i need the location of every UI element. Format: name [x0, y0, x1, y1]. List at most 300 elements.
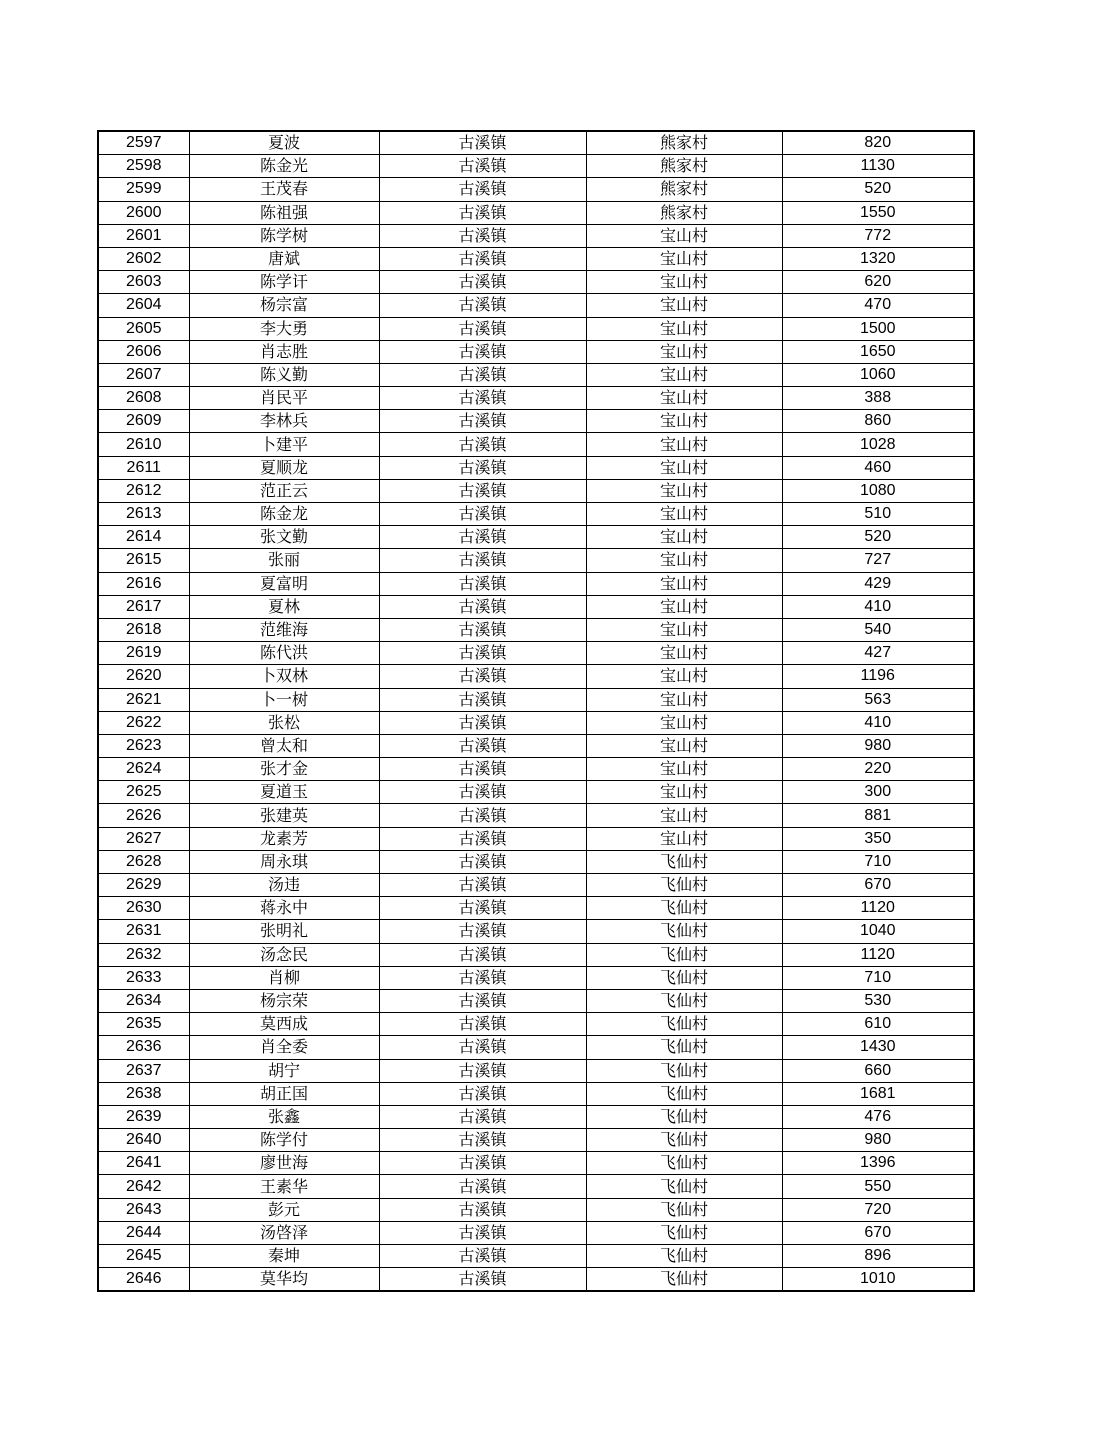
row-number-cell: 2597	[98, 131, 189, 155]
row-number-cell: 2607	[98, 363, 189, 386]
town-cell: 古溪镇	[379, 1268, 586, 1292]
roster-table-body	[98, 131, 974, 1291]
row-number-cell: 2644	[98, 1221, 189, 1244]
person-name-cell: 彭元	[189, 1198, 379, 1221]
row-number-cell: 2611	[98, 456, 189, 479]
person-name-cell: 范维海	[189, 618, 379, 641]
town-cell: 古溪镇	[379, 920, 586, 943]
amount-cell: 670	[782, 874, 974, 897]
town-cell: 古溪镇	[379, 456, 586, 479]
town-cell: 古溪镇	[379, 363, 586, 386]
amount-cell: 1650	[782, 340, 974, 363]
amount-cell: 1396	[782, 1152, 974, 1175]
town-cell: 古溪镇	[379, 688, 586, 711]
amount-cell: 980	[782, 1129, 974, 1152]
town-cell: 古溪镇	[379, 1013, 586, 1036]
roster-sheet	[97, 130, 973, 1292]
village-cell: 宝山村	[586, 804, 782, 827]
table-row	[98, 503, 974, 526]
row-number-cell: 2604	[98, 294, 189, 317]
town-cell: 古溪镇	[379, 294, 586, 317]
village-cell: 飞仙村	[586, 850, 782, 873]
row-number-cell: 2634	[98, 989, 189, 1012]
person-name-cell: 莫华均	[189, 1268, 379, 1292]
amount-cell: 1010	[782, 1268, 974, 1292]
row-number-cell: 2629	[98, 874, 189, 897]
row-number-cell: 2603	[98, 271, 189, 294]
town-cell: 古溪镇	[379, 155, 586, 178]
amount-cell: 727	[782, 549, 974, 572]
village-cell: 宝山村	[586, 781, 782, 804]
amount-cell: 896	[782, 1245, 974, 1268]
amount-cell: 410	[782, 595, 974, 618]
amount-cell: 860	[782, 410, 974, 433]
amount-cell: 610	[782, 1013, 974, 1036]
village-cell: 飞仙村	[586, 1268, 782, 1292]
amount-cell: 563	[782, 688, 974, 711]
village-cell: 宝山村	[586, 618, 782, 641]
person-name-cell: 李林兵	[189, 410, 379, 433]
village-cell: 飞仙村	[586, 943, 782, 966]
town-cell: 古溪镇	[379, 1059, 586, 1082]
village-cell: 宝山村	[586, 549, 782, 572]
row-number-cell: 2620	[98, 665, 189, 688]
village-cell: 飞仙村	[586, 920, 782, 943]
amount-cell: 476	[782, 1105, 974, 1128]
village-cell: 宝山村	[586, 387, 782, 410]
amount-cell: 1681	[782, 1082, 974, 1105]
village-cell: 宝山村	[586, 456, 782, 479]
row-number-cell: 2614	[98, 526, 189, 549]
village-cell: 飞仙村	[586, 1105, 782, 1128]
row-number-cell: 2602	[98, 247, 189, 270]
town-cell: 古溪镇	[379, 595, 586, 618]
amount-cell: 1550	[782, 201, 974, 224]
village-cell: 飞仙村	[586, 1221, 782, 1244]
village-cell: 飞仙村	[586, 1129, 782, 1152]
village-cell: 熊家村	[586, 178, 782, 201]
person-name-cell: 杨宗富	[189, 294, 379, 317]
row-number-cell: 2637	[98, 1059, 189, 1082]
row-number-cell: 2630	[98, 897, 189, 920]
table-row	[98, 178, 974, 201]
town-cell: 古溪镇	[379, 665, 586, 688]
amount-cell: 881	[782, 804, 974, 827]
amount-cell: 1196	[782, 665, 974, 688]
person-name-cell: 肖全委	[189, 1036, 379, 1059]
amount-cell: 350	[782, 827, 974, 850]
amount-cell: 1040	[782, 920, 974, 943]
person-name-cell: 卜建平	[189, 433, 379, 456]
table-row	[98, 1013, 974, 1036]
town-cell: 古溪镇	[379, 966, 586, 989]
row-number-cell: 2625	[98, 781, 189, 804]
table-row	[98, 363, 974, 386]
town-cell: 古溪镇	[379, 1129, 586, 1152]
table-row	[98, 1221, 974, 1244]
row-number-cell: 2642	[98, 1175, 189, 1198]
village-cell: 熊家村	[586, 131, 782, 155]
row-number-cell: 2646	[98, 1268, 189, 1292]
village-cell: 宝山村	[586, 503, 782, 526]
town-cell: 古溪镇	[379, 271, 586, 294]
table-row	[98, 271, 974, 294]
row-number-cell: 2622	[98, 711, 189, 734]
amount-cell: 520	[782, 178, 974, 201]
amount-cell: 520	[782, 526, 974, 549]
amount-cell: 1120	[782, 897, 974, 920]
amount-cell: 429	[782, 572, 974, 595]
table-row	[98, 711, 974, 734]
town-cell: 古溪镇	[379, 433, 586, 456]
table-row	[98, 850, 974, 873]
row-number-cell: 2618	[98, 618, 189, 641]
village-cell: 飞仙村	[586, 1059, 782, 1082]
town-cell: 古溪镇	[379, 410, 586, 433]
person-name-cell: 张明礼	[189, 920, 379, 943]
person-name-cell: 汤啓泽	[189, 1221, 379, 1244]
amount-cell: 540	[782, 618, 974, 641]
table-row	[98, 665, 974, 688]
amount-cell: 710	[782, 966, 974, 989]
amount-cell: 410	[782, 711, 974, 734]
table-row	[98, 989, 974, 1012]
person-name-cell: 蒋永中	[189, 897, 379, 920]
row-number-cell: 2638	[98, 1082, 189, 1105]
table-row	[98, 224, 974, 247]
amount-cell: 510	[782, 503, 974, 526]
table-row	[98, 897, 974, 920]
person-name-cell: 陈金光	[189, 155, 379, 178]
amount-cell: 720	[782, 1198, 974, 1221]
person-name-cell: 胡正国	[189, 1082, 379, 1105]
town-cell: 古溪镇	[379, 758, 586, 781]
person-name-cell: 张建英	[189, 804, 379, 827]
row-number-cell: 2610	[98, 433, 189, 456]
row-number-cell: 2615	[98, 549, 189, 572]
town-cell: 古溪镇	[379, 1105, 586, 1128]
town-cell: 古溪镇	[379, 827, 586, 850]
person-name-cell: 胡宁	[189, 1059, 379, 1082]
village-cell: 飞仙村	[586, 1245, 782, 1268]
table-row	[98, 340, 974, 363]
row-number-cell: 2606	[98, 340, 189, 363]
town-cell: 古溪镇	[379, 989, 586, 1012]
village-cell: 宝山村	[586, 827, 782, 850]
row-number-cell: 2605	[98, 317, 189, 340]
person-name-cell: 汤念民	[189, 943, 379, 966]
person-name-cell: 夏林	[189, 595, 379, 618]
row-number-cell: 2633	[98, 966, 189, 989]
table-row	[98, 1129, 974, 1152]
amount-cell: 1080	[782, 479, 974, 502]
village-cell: 宝山村	[586, 271, 782, 294]
town-cell: 古溪镇	[379, 642, 586, 665]
table-row	[98, 758, 974, 781]
village-cell: 熊家村	[586, 155, 782, 178]
person-name-cell: 李大勇	[189, 317, 379, 340]
town-cell: 古溪镇	[379, 178, 586, 201]
table-row	[98, 1059, 974, 1082]
table-row	[98, 827, 974, 850]
town-cell: 古溪镇	[379, 572, 586, 595]
table-row	[98, 920, 974, 943]
person-name-cell: 肖志胜	[189, 340, 379, 363]
table-row	[98, 410, 974, 433]
amount-cell: 388	[782, 387, 974, 410]
row-number-cell: 2645	[98, 1245, 189, 1268]
person-name-cell: 杨宗荣	[189, 989, 379, 1012]
amount-cell: 620	[782, 271, 974, 294]
town-cell: 古溪镇	[379, 943, 586, 966]
town-cell: 古溪镇	[379, 526, 586, 549]
town-cell: 古溪镇	[379, 201, 586, 224]
table-row	[98, 1152, 974, 1175]
table-row	[98, 1175, 974, 1198]
person-name-cell: 陈代洪	[189, 642, 379, 665]
row-number-cell: 2619	[98, 642, 189, 665]
person-name-cell: 龙素芳	[189, 827, 379, 850]
table-row	[98, 688, 974, 711]
table-row	[98, 618, 974, 641]
person-name-cell: 肖民平	[189, 387, 379, 410]
amount-cell: 300	[782, 781, 974, 804]
amount-cell: 660	[782, 1059, 974, 1082]
village-cell: 宝山村	[586, 595, 782, 618]
table-row	[98, 456, 974, 479]
village-cell: 飞仙村	[586, 1013, 782, 1036]
person-name-cell: 卜双林	[189, 665, 379, 688]
town-cell: 古溪镇	[379, 897, 586, 920]
town-cell: 古溪镇	[379, 781, 586, 804]
person-name-cell: 王茂春	[189, 178, 379, 201]
town-cell: 古溪镇	[379, 503, 586, 526]
row-number-cell: 2621	[98, 688, 189, 711]
table-row	[98, 317, 974, 340]
village-cell: 飞仙村	[586, 897, 782, 920]
town-cell: 古溪镇	[379, 711, 586, 734]
amount-cell: 820	[782, 131, 974, 155]
village-cell: 飞仙村	[586, 989, 782, 1012]
table-row	[98, 433, 974, 456]
town-cell: 古溪镇	[379, 1036, 586, 1059]
person-name-cell: 汤违	[189, 874, 379, 897]
person-name-cell: 卜一树	[189, 688, 379, 711]
village-cell: 宝山村	[586, 410, 782, 433]
table-row	[98, 1245, 974, 1268]
person-name-cell: 肖柳	[189, 966, 379, 989]
village-cell: 飞仙村	[586, 1198, 782, 1221]
amount-cell: 1060	[782, 363, 974, 386]
row-number-cell: 2623	[98, 734, 189, 757]
row-number-cell: 2639	[98, 1105, 189, 1128]
table-row	[98, 294, 974, 317]
village-cell: 熊家村	[586, 201, 782, 224]
table-row	[98, 734, 974, 757]
table-row	[98, 943, 974, 966]
row-number-cell: 2626	[98, 804, 189, 827]
village-cell: 飞仙村	[586, 1175, 782, 1198]
table-row	[98, 131, 974, 155]
person-name-cell: 陈祖强	[189, 201, 379, 224]
town-cell: 古溪镇	[379, 804, 586, 827]
row-number-cell: 2631	[98, 920, 189, 943]
person-name-cell: 陈义勤	[189, 363, 379, 386]
village-cell: 宝山村	[586, 758, 782, 781]
amount-cell: 710	[782, 850, 974, 873]
person-name-cell: 秦坤	[189, 1245, 379, 1268]
person-name-cell: 夏波	[189, 131, 379, 155]
row-number-cell: 2613	[98, 503, 189, 526]
row-number-cell: 2609	[98, 410, 189, 433]
row-number-cell: 2628	[98, 850, 189, 873]
village-cell: 宝山村	[586, 433, 782, 456]
table-row	[98, 804, 974, 827]
village-cell: 宝山村	[586, 665, 782, 688]
person-name-cell: 唐斌	[189, 247, 379, 270]
table-row	[98, 479, 974, 502]
town-cell: 古溪镇	[379, 340, 586, 363]
row-number-cell: 2617	[98, 595, 189, 618]
village-cell: 宝山村	[586, 247, 782, 270]
person-name-cell: 王素华	[189, 1175, 379, 1198]
person-name-cell: 周永琪	[189, 850, 379, 873]
village-cell: 宝山村	[586, 363, 782, 386]
village-cell: 宝山村	[586, 224, 782, 247]
amount-cell: 1500	[782, 317, 974, 340]
town-cell: 古溪镇	[379, 1175, 586, 1198]
row-number-cell: 2635	[98, 1013, 189, 1036]
row-number-cell: 2632	[98, 943, 189, 966]
amount-cell: 670	[782, 1221, 974, 1244]
amount-cell: 427	[782, 642, 974, 665]
town-cell: 古溪镇	[379, 387, 586, 410]
person-name-cell: 范正云	[189, 479, 379, 502]
table-row	[98, 1268, 974, 1292]
town-cell: 古溪镇	[379, 247, 586, 270]
village-cell: 飞仙村	[586, 966, 782, 989]
village-cell: 飞仙村	[586, 1036, 782, 1059]
village-cell: 宝山村	[586, 734, 782, 757]
table-row	[98, 1198, 974, 1221]
town-cell: 古溪镇	[379, 224, 586, 247]
row-number-cell: 2616	[98, 572, 189, 595]
person-name-cell: 陈学讦	[189, 271, 379, 294]
row-number-cell: 2600	[98, 201, 189, 224]
table-row	[98, 595, 974, 618]
person-name-cell: 张鑫	[189, 1105, 379, 1128]
town-cell: 古溪镇	[379, 850, 586, 873]
town-cell: 古溪镇	[379, 131, 586, 155]
person-name-cell: 陈学树	[189, 224, 379, 247]
village-cell: 飞仙村	[586, 874, 782, 897]
village-cell: 宝山村	[586, 317, 782, 340]
table-row	[98, 966, 974, 989]
row-number-cell: 2627	[98, 827, 189, 850]
person-name-cell: 张才金	[189, 758, 379, 781]
village-cell: 宝山村	[586, 294, 782, 317]
amount-cell: 980	[782, 734, 974, 757]
row-number-cell: 2599	[98, 178, 189, 201]
village-cell: 宝山村	[586, 642, 782, 665]
village-cell: 宝山村	[586, 688, 782, 711]
amount-cell: 1430	[782, 1036, 974, 1059]
town-cell: 古溪镇	[379, 874, 586, 897]
village-cell: 宝山村	[586, 340, 782, 363]
table-row	[98, 1082, 974, 1105]
town-cell: 古溪镇	[379, 734, 586, 757]
person-name-cell: 夏顺龙	[189, 456, 379, 479]
person-name-cell: 夏富明	[189, 572, 379, 595]
person-name-cell: 陈金龙	[189, 503, 379, 526]
table-row	[98, 155, 974, 178]
amount-cell: 1120	[782, 943, 974, 966]
village-cell: 宝山村	[586, 711, 782, 734]
table-row	[98, 247, 974, 270]
table-row	[98, 781, 974, 804]
amount-cell: 550	[782, 1175, 974, 1198]
table-row	[98, 1036, 974, 1059]
amount-cell: 1028	[782, 433, 974, 456]
row-number-cell: 2640	[98, 1129, 189, 1152]
amount-cell: 220	[782, 758, 974, 781]
town-cell: 古溪镇	[379, 549, 586, 572]
row-number-cell: 2641	[98, 1152, 189, 1175]
person-name-cell: 曾太和	[189, 734, 379, 757]
row-number-cell: 2643	[98, 1198, 189, 1221]
person-name-cell: 张丽	[189, 549, 379, 572]
village-cell: 飞仙村	[586, 1152, 782, 1175]
person-name-cell: 陈学付	[189, 1129, 379, 1152]
table-row	[98, 201, 974, 224]
table-row	[98, 549, 974, 572]
person-name-cell: 张松	[189, 711, 379, 734]
amount-cell: 772	[782, 224, 974, 247]
village-cell: 宝山村	[586, 572, 782, 595]
village-cell: 飞仙村	[586, 1082, 782, 1105]
person-name-cell: 廖世海	[189, 1152, 379, 1175]
village-cell: 宝山村	[586, 526, 782, 549]
town-cell: 古溪镇	[379, 1152, 586, 1175]
table-row	[98, 874, 974, 897]
table-row	[98, 572, 974, 595]
person-name-cell: 张文勤	[189, 526, 379, 549]
table-row	[98, 526, 974, 549]
town-cell: 古溪镇	[379, 618, 586, 641]
table-row	[98, 642, 974, 665]
amount-cell: 1320	[782, 247, 974, 270]
village-cell: 宝山村	[586, 479, 782, 502]
town-cell: 古溪镇	[379, 1082, 586, 1105]
town-cell: 古溪镇	[379, 1198, 586, 1221]
row-number-cell: 2598	[98, 155, 189, 178]
roster-table	[97, 130, 975, 1292]
town-cell: 古溪镇	[379, 1245, 586, 1268]
amount-cell: 460	[782, 456, 974, 479]
table-row	[98, 1105, 974, 1128]
town-cell: 古溪镇	[379, 479, 586, 502]
person-name-cell: 夏道玉	[189, 781, 379, 804]
town-cell: 古溪镇	[379, 317, 586, 340]
row-number-cell: 2624	[98, 758, 189, 781]
town-cell: 古溪镇	[379, 1221, 586, 1244]
row-number-cell: 2601	[98, 224, 189, 247]
amount-cell: 470	[782, 294, 974, 317]
row-number-cell: 2612	[98, 479, 189, 502]
row-number-cell: 2636	[98, 1036, 189, 1059]
person-name-cell: 莫西成	[189, 1013, 379, 1036]
table-row	[98, 387, 974, 410]
